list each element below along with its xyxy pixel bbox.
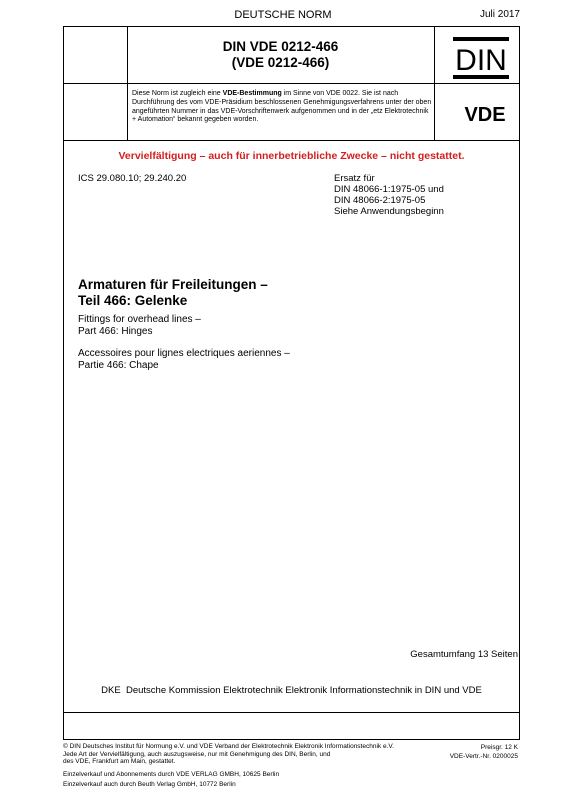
divider — [434, 26, 435, 140]
din-logo-text: DIN — [455, 44, 507, 77]
title-english — [78, 314, 201, 338]
divider — [63, 83, 520, 84]
copyright-line: des VDE, Frankfurt am Main, gestattet. — [63, 758, 176, 766]
total-pages: Gesamtumfang 13 Seiten — [410, 649, 518, 660]
divider — [63, 140, 520, 141]
title-line: Partie 466: Chape — [78, 360, 159, 371]
vde-logo-text: VDE — [464, 104, 506, 124]
sales-line: Einzelverkauf und Abonnements durch VDE VERLAG GMBH, 10625 Berlin — [63, 771, 280, 778]
replacement-info — [334, 173, 444, 217]
approval-text: Diese Norm ist zugleich eine — [132, 90, 223, 97]
price-group: Preisgr. 12 K — [480, 744, 518, 751]
replacement-line: Ersatz für — [334, 173, 375, 184]
copyright-line: Jede Art der Vervielfältigung, auch auszugsweise, nur mit Genehmigung des DIN, Berlin, und — [63, 750, 331, 758]
title-line: Fittings for overhead lines – — [78, 314, 201, 325]
sales-line: Einzelverkauf auch durch Beuth Verlag GmbH, 10772 Berlin — [63, 781, 236, 788]
title-french — [78, 348, 290, 372]
ics-codes: ICS 29.080.10; 29.240.20 — [78, 173, 187, 184]
title-german — [78, 277, 268, 309]
norm-number-vde: (VDE 0212-466) — [231, 55, 330, 70]
replacement-line: DIN 48066-1:1975-05 und — [334, 184, 444, 195]
vde-approval-note — [132, 90, 432, 125]
sales-info — [63, 770, 279, 790]
document-type: DEUTSCHE NORM — [234, 9, 332, 21]
vde-order-number: VDE-Vertr.-Nr. 0200025 — [449, 753, 518, 760]
norm-number-din: DIN VDE 0212-466 — [222, 39, 339, 54]
copyright-line: © DIN Deutsches Institut für Normung e.V. und VDE Verband der Elektrotechnik Elektronik Informationstechnik e.V. — [63, 743, 394, 750]
approval-bold: VDE-Bestimmung — [222, 90, 282, 97]
replacement-line: DIN 48066-2:1975-05 — [334, 195, 426, 206]
replacement-line: Siehe Anwendungsbeginn — [334, 206, 444, 217]
copyright-notice — [63, 743, 423, 766]
divider — [63, 712, 520, 713]
issue-date: Juli 2017 — [479, 9, 520, 20]
dke-line: DKE Deutsche Kommission Elektrotechnik Elektronik Informationstechnik in DIN und VDE — [101, 685, 482, 696]
copy-warning: Vervielfältigung – auch für innerbetriebliche Zwecke – nicht gestattet. — [118, 150, 465, 162]
vde-logo — [452, 104, 518, 124]
norm-number — [127, 39, 434, 71]
title-line: Armaturen für Freileitungen – — [78, 277, 268, 292]
din-logo — [453, 37, 509, 79]
price-info — [450, 743, 518, 761]
title-line: Accessoires pour lignes electriques aeriennes – — [78, 348, 290, 359]
approval-text: im Sinne von VDE 0022. Sie ist nach Durchführung des vom VDE-Präsidium beschlossenen Genehmigungsverfahrens unter der oben angeführten Nummer in das VDE-Vorschriftenwerk aufgenommen und in der „etz Elektrotechnik + Automation“ bekannt gegeben worden. — [132, 90, 432, 124]
cover-frame — [63, 26, 520, 740]
title-line: Teil 466: Gelenke — [78, 293, 188, 308]
title-line: Part 466: Hinges — [78, 326, 153, 337]
